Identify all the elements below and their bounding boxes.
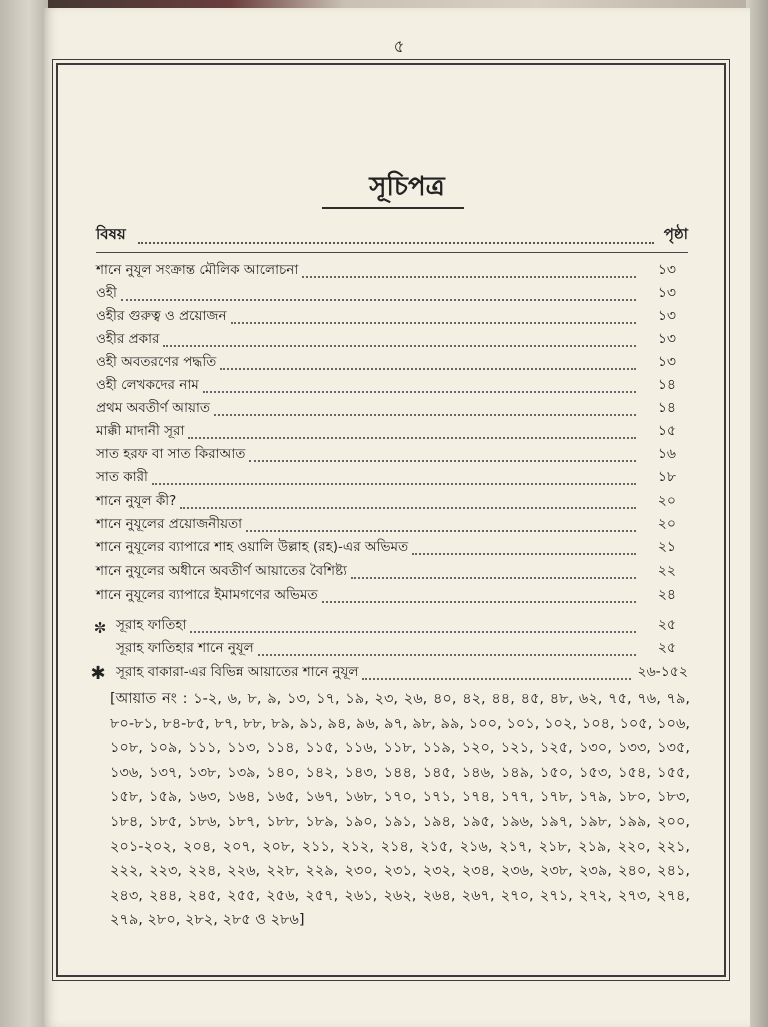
toc-entry[interactable] (96, 352, 676, 374)
toc-entry[interactable] (96, 398, 676, 420)
toc-entry-page: ১৪ (657, 400, 676, 416)
header-dot-leader (138, 242, 654, 244)
toc-section[interactable] (116, 615, 676, 637)
dot-leader (214, 414, 636, 416)
page-title: সূচিপত্র (369, 172, 445, 202)
dot-leader (220, 368, 636, 370)
dot-leader (351, 577, 636, 579)
toc-entry-page: ১৩ (657, 262, 676, 278)
toc-section-title: সূরাহ বাকারা-এর বিভিন্ন আয়াতের শানে নুযূল (116, 664, 359, 680)
dot-leader (121, 299, 636, 301)
toc-entry-page: ১৩ (657, 285, 676, 301)
toc-entry-title: প্রথম অবতীর্ণ আয়াত (96, 400, 211, 416)
dot-leader (302, 276, 636, 278)
toc-section-page: ২৫ (657, 640, 676, 656)
dot-leader (258, 654, 636, 656)
toc-entry-page: ২১ (657, 539, 676, 555)
dot-leader (249, 460, 636, 462)
toc-entry[interactable] (96, 283, 676, 305)
toc-entry-title: শানে নুযূলের ব্যাপারে শাহ ওয়ালি উল্লাহ (রহ)-এর অভিমত (96, 539, 409, 555)
toc-entry-title: শানে নুযূলের প্রয়োজনীয়তা (96, 516, 243, 532)
toc-entry-page: ১৩ (657, 308, 676, 324)
dot-leader (163, 345, 636, 347)
toc-entry-page: ২৪ (657, 587, 676, 603)
toc-entry-page: ২২ (657, 563, 676, 579)
toc-section-title: সূরাহ ফাতিহা (116, 617, 187, 633)
header-rule (96, 252, 688, 253)
toc-entry-title: ওহী (96, 285, 117, 301)
toc-entry-title: শানে নুযূলের ব্যাপারে ইমামগণের অভিমত (96, 587, 318, 603)
toc-entry[interactable] (96, 491, 676, 513)
toc-entry-page: ১৬ (657, 446, 676, 462)
flower-star-icon: ✼ (93, 619, 107, 637)
dot-leader (188, 437, 636, 439)
dot-leader (203, 391, 636, 393)
toc-entry[interactable] (96, 561, 676, 583)
dot-leader (362, 678, 631, 680)
toc-entry[interactable] (96, 421, 676, 443)
toc-entry-title: শানে নুযূল সংক্রান্ত মৌলিক আলোচনা (96, 262, 299, 278)
toc-entry-title: সাত কারী (96, 469, 148, 485)
left-page-edge (0, 0, 48, 1027)
dot-leader (190, 631, 636, 633)
toc-entry[interactable] (96, 329, 676, 351)
toc-entry-page: ১৪ (657, 377, 676, 393)
toc-section-title: সূরাহ ফাতিহার শানে নুযূল (116, 640, 254, 656)
toc-entry-page: ১৫ (657, 423, 676, 439)
toc-section[interactable] (116, 638, 676, 660)
toc-section-page: ২৬-১৫২ (637, 664, 688, 680)
toc-entry-title: ওহীর গুরুত্ব ও প্রয়োজন (96, 308, 227, 324)
toc-section-page: ২৫ (657, 617, 676, 633)
toc-entry-title: ওহী অবতরণের পদ্ধতি (96, 354, 217, 370)
toc-entry-title: মাক্কী মাদানী সূরা (96, 423, 185, 439)
toc-header (96, 226, 688, 248)
toc-entry-page: ২০ (657, 516, 676, 532)
dot-leader (246, 530, 636, 532)
toc-entry-title: ওহীর প্রকার (96, 331, 160, 347)
verse-number-list: [আয়াত নং : ১-২, ৬, ৮, ৯, ১৩, ১৭, ১৯, ২৩, ২৬, ৪০, ৪২, ৪৪, ৪৫, ৪৮, ৬২, ৭৫, ৭৬, ৭৯, ৮০-৮১, ৮৪-৮৫, ৮৭, ৮৮, ৮৯, ৯১, ৯৪, ৯৬, ৯৭, ৯৮, ৯৯, ১০০, ১০১, ১০২, ১০৪, ১০৫, ১০৬, ১০৮, ১০৯, ১১১, ১১৩, ১১৪, ১১৫, ১১৬, ১১৮, ১১৯, ১২০, ১২১, ১২৫, ১৩০, ১৩৩, ১৩৫, ১৩৬, ১৩৭, ১৩৮, ১৩৯, ১৪০, ১৪২, ১৪৩, ১৪৪, ১৪৫, ১৪৬, ১৪৯, ১৫০, ১৫৩, ১৫৪, ১৫৫, ১৫৮, ১৫৯, ১৬৩, ১৬৪, ১৬৫, ১৬৭, ১৬৮, ১৭০, ১৭১, ১৭৪, ১৭৭, ১৭৮, ১৭৯, ১৮০, ১৮৩, ১৮৪, ১৮৫, ১৮৬, ১৮৭, ১৮৮, ১৮৯, ১৯০, ১৯১, ১৯৪, ১৯৫, ১৯৬, ১৯৭, ১৯৮, ১৯৯, ২০০, ২০১-২০২, ২০৪, ২০৭, ২০৮, ২১১, ২১২, ২১৪, ২১৫, ২১৬, ২১৭, ২১৮, ২১৯, ২২০, ২২১, ২২২, ২২৩, ২২৪, ২২৬, ২২৮, ২২৯, ২৩০, ২৩১, ২৩২, ২৩৪, ২৩৬, ২৩৮, ২৩৯, ২৪০, ২৪১, ২৪৩, ২৪৪, ২৪৫, ২৫৫, ২৫৬, ২৫৭, ২৬১, ২৬২, ২৬৪, ২৬৭, ২৭০, ২৭১, ২৭২, ২৭৩, ২৭৪, ২৭৯, ২৮০, ২৮২, ২৮৫ ও ২৮৬] (110, 691, 690, 929)
asterisk-icon: ✱ (90, 663, 106, 684)
toc-entry-page: ১৩ (657, 354, 676, 370)
dot-leader (152, 483, 636, 485)
toc-entry-page: ১৮ (657, 469, 676, 485)
toc-entry-page: ১৩ (657, 331, 676, 347)
toc-section[interactable] (116, 662, 688, 684)
toc-entry[interactable] (96, 306, 676, 328)
dot-leader (231, 322, 636, 324)
subject-header-label: বিষয় (96, 225, 126, 243)
toc-entry-page: ২০ (657, 493, 676, 509)
dot-leader (322, 601, 636, 603)
toc-entry-title: শানে নুযূল কী? (96, 493, 177, 509)
toc-entry[interactable] (96, 585, 676, 607)
toc-entry[interactable] (96, 467, 676, 489)
toc-entry[interactable] (96, 375, 676, 397)
toc-entry[interactable] (96, 444, 676, 466)
dot-leader (180, 507, 636, 509)
toc-entry-title: শানে নুযূলের অধীনে অবতীর্ণ আয়াতের বৈশিষ্ট্য (96, 563, 347, 579)
title-underline (322, 207, 464, 209)
toc-entry-title: সাত হরফ বা সাত কিরাআত (96, 446, 246, 462)
toc-entry[interactable] (96, 260, 676, 282)
toc-entry-title: ওহী লেখকদের নাম (96, 377, 199, 393)
page-header-label: পৃষ্ঠা (663, 225, 688, 243)
page-number: ৫ (393, 37, 405, 57)
toc-entry[interactable] (96, 514, 676, 536)
dot-leader (412, 553, 636, 555)
toc-entry[interactable] (96, 537, 676, 559)
